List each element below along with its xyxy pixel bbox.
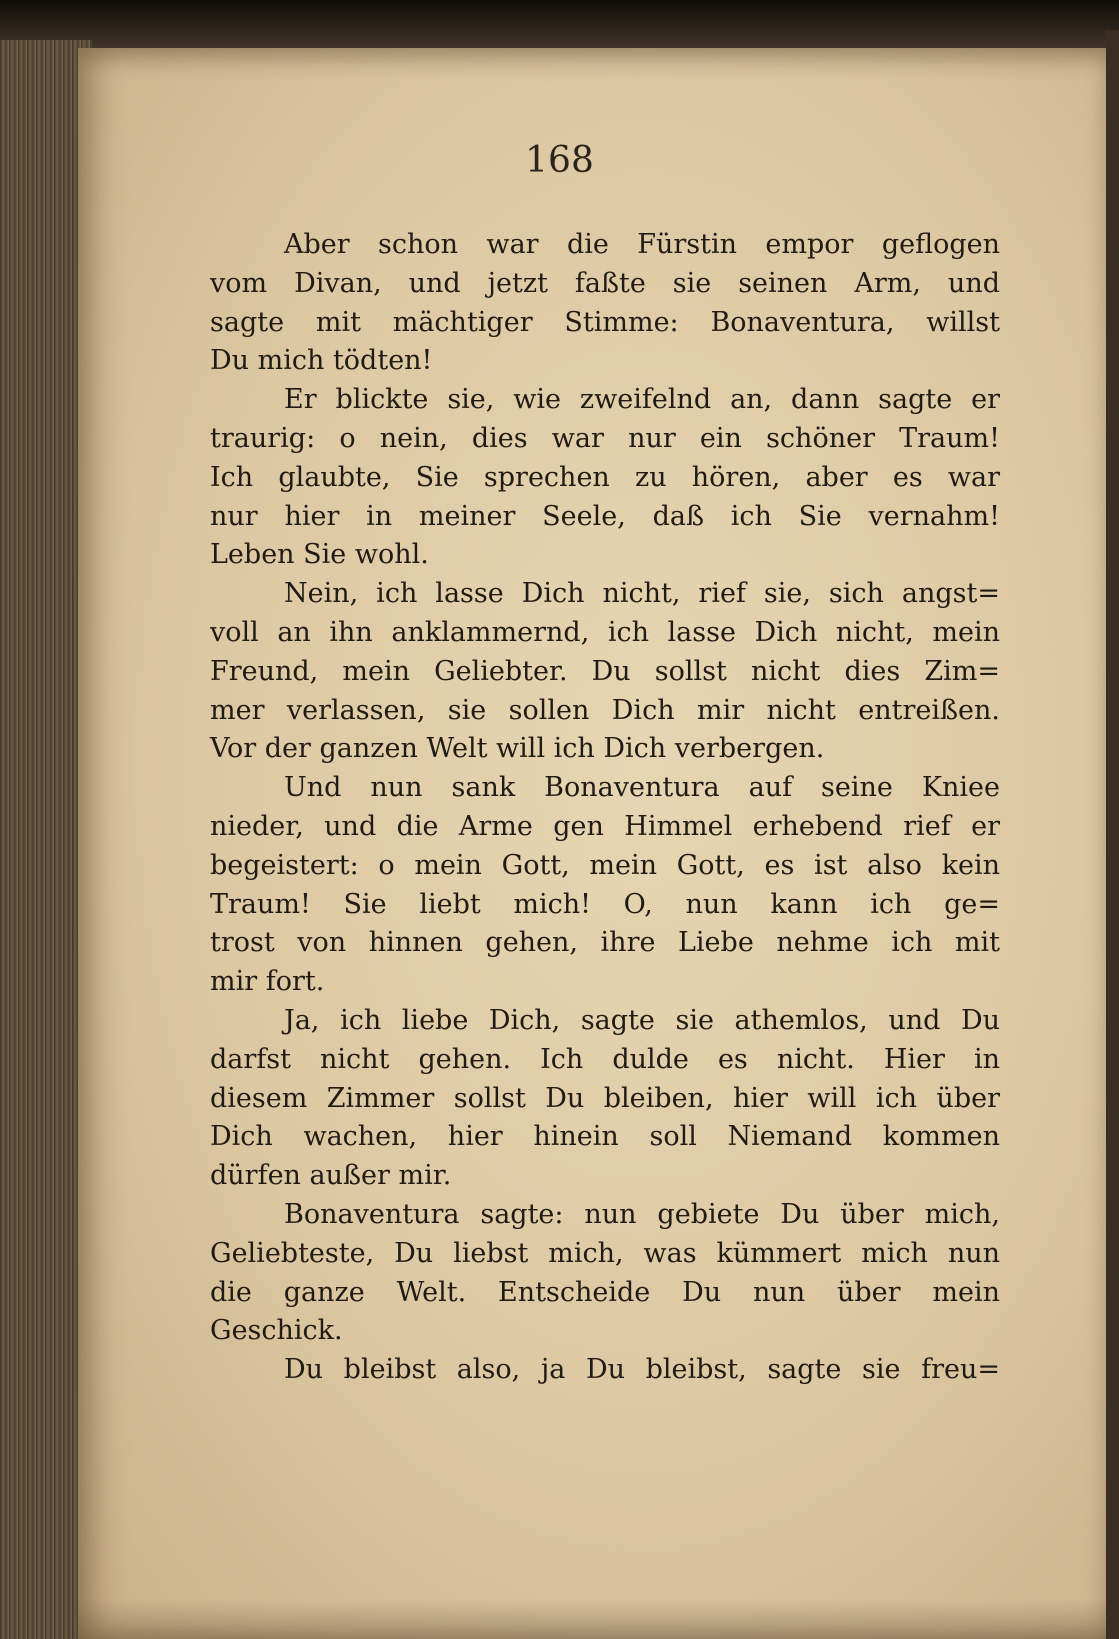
text-line: Geliebteste, Du liebst mich, was kümmert mich nun <box>210 1237 1000 1269</box>
text-line: sagte mit mächtiger Stimme: Bonaventura, willst <box>210 306 1000 338</box>
text-line: Vor der ganzen Welt will ich Dich verbergen. <box>210 733 825 765</box>
text-line: Und nun sank Bonaventura auf seine Kniee <box>284 772 1000 804</box>
text-line: Freund, mein Geliebter. Du sollst nicht dies Zim= <box>210 655 1000 687</box>
text-line: Dich wachen, hier hinein soll Niemand kommen <box>210 1121 1000 1153</box>
text-line: diesem Zimmer sollst Du bleiben, hier will ich über <box>210 1082 1000 1114</box>
text-line: Ja, ich liebe Dich, sagte sie athemlos, und Du <box>284 1004 1000 1036</box>
text-line: Leben Sie wohl. <box>210 539 429 571</box>
text-line: darfst nicht gehen. Ich dulde es nicht. Hier in <box>210 1043 1000 1075</box>
page-number: 168 <box>525 140 594 181</box>
page-bottom-shadow <box>78 1599 1106 1639</box>
text-line: mer verlassen, sie sollen Dich mir nicht entreißen. <box>210 694 1000 726</box>
body-text <box>210 226 1000 1390</box>
text-line: Bonaventura sagte: nun gebiete Du über mich, <box>284 1198 1000 1230</box>
text-line: vom Divan, und jetzt faßte sie seinen Arm, und <box>210 267 1000 299</box>
text-line: Nein, ich lasse Dich nicht, rief sie, sich angst= <box>284 578 1000 610</box>
text-line: Du mich tödten! <box>210 345 433 377</box>
text-line: nur hier in meiner Seele, daß ich Sie vernahm! <box>210 500 1000 532</box>
text-line: die ganze Welt. Entscheide Du nun über mein <box>210 1276 1000 1308</box>
text-line: begeistert: o mein Gott, mein Gott, es ist also kein <box>210 849 1000 881</box>
text-line: voll an ihn anklammernd, ich lasse Dich nicht, mein <box>210 616 1000 648</box>
text-line: Er blickte sie, wie zweifelnd an, dann sagte er <box>284 384 1000 416</box>
text-line: Du bleibst also, ja Du bleibst, sagte sie freu= <box>284 1354 1000 1386</box>
text-line: Geschick. <box>210 1315 343 1347</box>
text-line: Aber schon war die Fürstin empor geflogen <box>284 229 1000 260</box>
text-line: dürfen außer mir. <box>210 1160 452 1192</box>
text-line: Traum! Sie liebt mich! O, nun kann ich ge= <box>210 888 1000 920</box>
text-line: Ich glaubte, Sie sprechen zu hören, aber es war <box>210 461 1000 493</box>
text-line: nieder, und die Arme gen Himmel erhebend rief er <box>210 810 1000 842</box>
book-cover-edge <box>1105 30 1119 1639</box>
text-line: mir fort. <box>210 966 325 998</box>
text-line: trost von hinnen gehen, ihre Liebe nehme ich mit <box>210 927 1000 959</box>
text-line: traurig: o nein, dies war nur ein schöner Traum! <box>210 422 1000 454</box>
